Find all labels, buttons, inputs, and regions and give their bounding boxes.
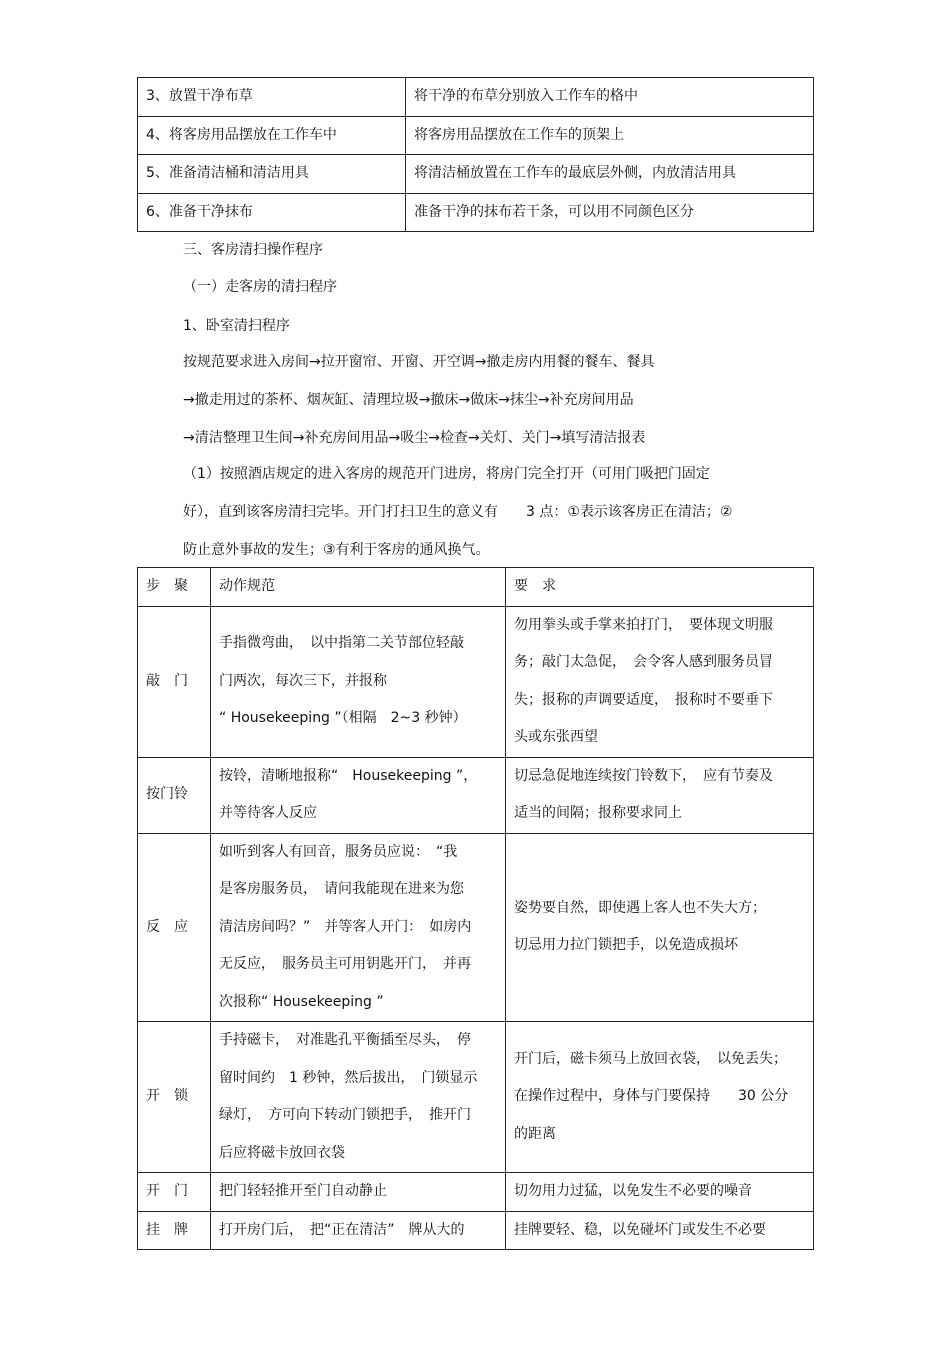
cell-line: 适当的间隔；报称要求同上 [514,805,682,821]
paragraph-line: （1）按照酒店规定的进入客房的规范开门进房，将房门完全打开（可用门吸把门固定 [183,466,710,482]
step-cell: 开 锁 [138,1022,211,1173]
cell-line: 是客房服务员， 请问我能现在进来为您 [219,881,464,897]
requirement-cell [506,1211,814,1250]
paragraph-line: 好），直到该客房清扫完毕。开门打扫卫生的意义有 3 点：①表示该客房正在清洁；② [183,504,733,520]
cell-line: 后应将磁卡放回衣袋 [219,1144,345,1161]
table-row [138,757,814,833]
cell-line: 头或东张西望 [514,729,598,745]
cell-line: 勿用拳头或手掌来拍打门， 要体现文明服 [514,616,773,633]
table-row [138,1173,814,1212]
table-row [138,116,814,155]
flow-line: →撤走用过的茶杯、烟灰缸、清理垃圾→撤床→做床→抹尘→补充房间用品 [183,392,634,408]
table-row [138,833,814,1022]
cell-line: 切忌用力拉门锁把手，以免造成损坏 [514,937,738,954]
cell-line: 打开房门后， 把“正在清洁” 牌从大的 [219,1221,465,1238]
action-cell [211,1211,506,1250]
cell-line: 在操作过程中，身体与门要保持 30 公分 [514,1088,789,1105]
desc-cell: 将客房用品摆放在工作车的顶架上 [406,116,814,155]
cell-line: 开门后，磁卡须马上放回衣袋， 以免丢失； [514,1050,787,1067]
cell-line: 次报称“ Housekeeping ” [219,993,384,1010]
cell-line: 挂牌要轻、稳，以免碰坏门或发生不必要 [514,1221,766,1238]
item-heading: 1、卧室清扫程序 [183,318,290,334]
action-cell [211,606,506,757]
cell-line: 手持磁卡， 对准匙孔平衡插至尽头， 停 [219,1032,471,1048]
cell-line: 切忌急促地连续按门铃数下， 应有节奏及 [514,767,773,784]
paragraph-line: 防止意外事故的发生；③有利于客房的通风换气。 [183,542,490,558]
cell-line: 手指微弯曲， 以中指第二关节部位轻敲 [219,635,464,652]
step-cell: 开 门 [138,1173,211,1212]
cell-line: 切勿用力过猛，以免发生不必要的噪音 [514,1183,752,1199]
desc-cell: 准备干净的抹布若干条，可以用不同颜色区分 [406,193,814,232]
subsection-heading: （一）走客房的清扫程序 [183,279,337,295]
step-cell: 4、将客房用品摆放在工作车中 [138,116,406,155]
table-row [138,193,814,232]
action-cell [211,1022,506,1173]
requirement-cell [506,606,814,757]
cell-line: 按铃，清晰地报称“ Housekeeping ”， [219,767,478,784]
procedure-table [137,567,814,1250]
requirement-cell [506,1022,814,1173]
cell-line: “ Housekeeping ”（相隔 2~3 秒钟） [219,710,467,727]
desc-cell: 将干净的布草分别放入工作车的格中 [406,78,814,117]
header-action: 动作规范 [211,568,506,607]
flow-line: →清洁整理卫生间→补充房间用品→吸尘→检查→关灯、关门→填写清洁报表 [183,430,646,446]
table-row [138,78,814,117]
section-heading: 三、客房清扫操作程序 [183,242,323,258]
action-cell [211,1173,506,1212]
requirement-cell [506,833,814,1022]
step-cell: 5、准备清洁桶和清洁用具 [138,155,406,194]
cell-line: 姿势要自然，即使遇上客人也不失大方； [514,899,766,916]
supplies-table [137,77,814,232]
cell-line: 如听到客人有回音，服务员应说： “我 [219,843,458,860]
step-cell: 6、准备干净抹布 [138,193,406,232]
cell-line: 留时间约 1 秒钟，然后拔出， 门锁显示 [219,1069,478,1086]
action-cell [211,757,506,833]
requirement-cell [506,757,814,833]
header-requirement: 要 求 [506,568,814,607]
step-cell: 3、放置干净布草 [138,78,406,117]
requirement-cell [506,1173,814,1212]
desc-cell: 将清洁桶放置在工作车的最底层外侧，内放清洁用具 [406,155,814,194]
table-row [138,1022,814,1173]
step-cell: 敲 门 [138,606,211,757]
step-cell: 反 应 [138,833,211,1022]
cell-line: 绿灯， 方可向下转动门锁把手， 推开门 [219,1107,471,1123]
cell-line: 无反应， 服务员主可用钥匙开门， 并再 [219,956,471,972]
header-step: 步 聚 [138,568,211,607]
cell-line: 把门轻轻推开至门自动静止 [219,1183,387,1199]
step-cell: 按门铃 [138,757,211,833]
table-row [138,606,814,757]
step-cell: 挂 牌 [138,1211,211,1250]
table-row [138,155,814,194]
table-header-row [138,568,814,607]
cell-line: 失；报称的声调要适度， 报称时不要垂下 [514,691,773,708]
action-cell [211,833,506,1022]
cell-line: 清洁房间吗？” 并等客人开门： 如房内 [219,918,472,935]
cell-line: 的距离 [514,1125,556,1142]
flow-line: 按规范要求进入房间→拉开窗帘、开窗、开空调→撤走房内用餐的餐车、餐具 [183,354,655,370]
cell-line: 并等待客人反应 [219,805,317,821]
table-row [138,1211,814,1250]
cell-line: 务；敲门太急促， 会令客人感到服务员冒 [514,654,773,670]
cell-line: 门两次，每次三下，并报称 [219,672,387,689]
